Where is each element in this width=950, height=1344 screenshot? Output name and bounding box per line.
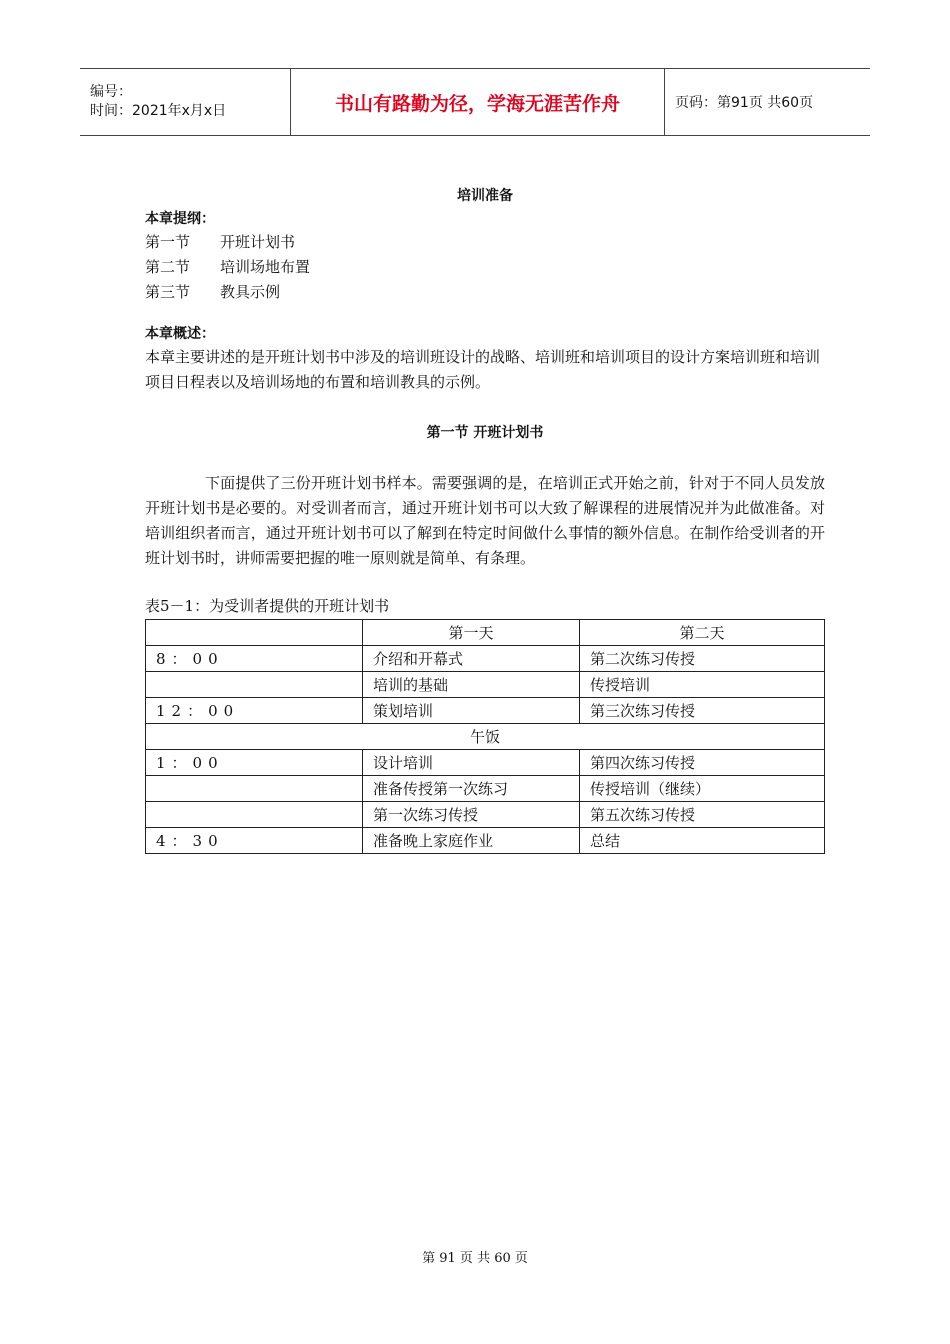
time-cell bbox=[146, 672, 363, 698]
outline-section-number: 第二节 bbox=[145, 258, 191, 276]
page-header bbox=[80, 68, 870, 136]
time-cell bbox=[146, 776, 363, 802]
outline-item bbox=[145, 230, 825, 255]
table-row bbox=[146, 802, 825, 828]
day2-cell: 第三次练习传授 bbox=[580, 698, 825, 724]
table-row bbox=[146, 828, 825, 854]
lunch-cell: 午饭 bbox=[146, 724, 825, 750]
day1-cell: 准备晚上家庭作业 bbox=[363, 828, 580, 854]
time-cell bbox=[146, 802, 363, 828]
day1-cell: 设计培训 bbox=[363, 750, 580, 776]
outline-section-number: 第三节 bbox=[145, 283, 191, 301]
day1-cell: 培训的基础 bbox=[363, 672, 580, 698]
outline-item bbox=[145, 280, 825, 305]
day2-cell: 第四次练习传授 bbox=[580, 750, 825, 776]
day1-cell: 第一次练习传授 bbox=[363, 802, 580, 828]
summary-heading: 本章概述： bbox=[145, 326, 215, 342]
day2-cell: 总结 bbox=[580, 828, 825, 854]
outline-section-name: 培训场地布置 bbox=[220, 258, 311, 276]
table-row bbox=[146, 750, 825, 776]
day2-cell: 传授培训（继续） bbox=[580, 776, 825, 802]
day1-cell: 介绍和开幕式 bbox=[363, 646, 580, 672]
outline-heading: 本章提纲： bbox=[145, 211, 215, 227]
table-row bbox=[146, 776, 825, 802]
header-cell-day1: 第一天 bbox=[363, 620, 580, 646]
outline-section-number: 第一节 bbox=[145, 233, 191, 251]
schedule-table bbox=[145, 619, 825, 854]
day2-cell: 第五次练习传授 bbox=[580, 802, 825, 828]
outline-section-name: 教具示例 bbox=[220, 283, 281, 301]
number-label: 编号： bbox=[90, 84, 132, 100]
header-left-cell bbox=[80, 69, 291, 136]
header-cell-time bbox=[146, 620, 363, 646]
day2-cell: 第二次练习传授 bbox=[580, 646, 825, 672]
outline-item bbox=[145, 255, 825, 280]
header-motto: 书山有路勤为径，学海无涯苦作舟 bbox=[291, 69, 665, 136]
table-caption: 表5－1：为受训者提供的开班计划书 bbox=[145, 597, 390, 615]
summary-text: 本章主要讲述的是开班计划书中涉及的培训班设计的战略、培训班和培训项目的设计方案培训班和培训项目日程表以及培训场地的布置和培训教具的示例。 bbox=[145, 348, 821, 391]
section-title: 第一节 开班计划书 bbox=[426, 425, 544, 441]
chapter-outline bbox=[145, 230, 825, 305]
lunch-row bbox=[146, 724, 825, 750]
table-row bbox=[146, 698, 825, 724]
body-paragraph: 下面提供了三份开班计划书样本。需要强调的是，在培训正式开始之前，针对于不同人员发放开班计划书是必要的。对受训者而言，通过开班计划书可以大致了解课程的进展情况并为此做准备。对培训组织者而言，通过开班计划书可以了解到在特定时间做什么事情的额外信息。在制作给受训者的开班计划书时，讲师需要把握的唯一原则就是简单、有条理。 bbox=[145, 474, 825, 567]
day2-cell: 传授培训 bbox=[580, 672, 825, 698]
time-cell: 8：00 bbox=[146, 646, 363, 672]
time-cell: 1：00 bbox=[146, 750, 363, 776]
day1-cell: 策划培训 bbox=[363, 698, 580, 724]
outline-section-name: 开班计划书 bbox=[220, 233, 296, 251]
document-title: 培训准备 bbox=[457, 188, 513, 204]
date-label: 时间：2021年x月x日 bbox=[90, 103, 227, 119]
page-footer: 第 91 页 共 60 页 bbox=[422, 1251, 528, 1266]
table-row bbox=[146, 646, 825, 672]
header-page-info: 页码：第91页 共60页 bbox=[665, 69, 871, 136]
document-body bbox=[145, 184, 825, 854]
time-cell: 12：00 bbox=[146, 698, 363, 724]
time-cell: 4：30 bbox=[146, 828, 363, 854]
day1-cell: 准备传授第一次练习 bbox=[363, 776, 580, 802]
table-row bbox=[146, 672, 825, 698]
header-cell-day2: 第二天 bbox=[580, 620, 825, 646]
table-header-row bbox=[146, 620, 825, 646]
